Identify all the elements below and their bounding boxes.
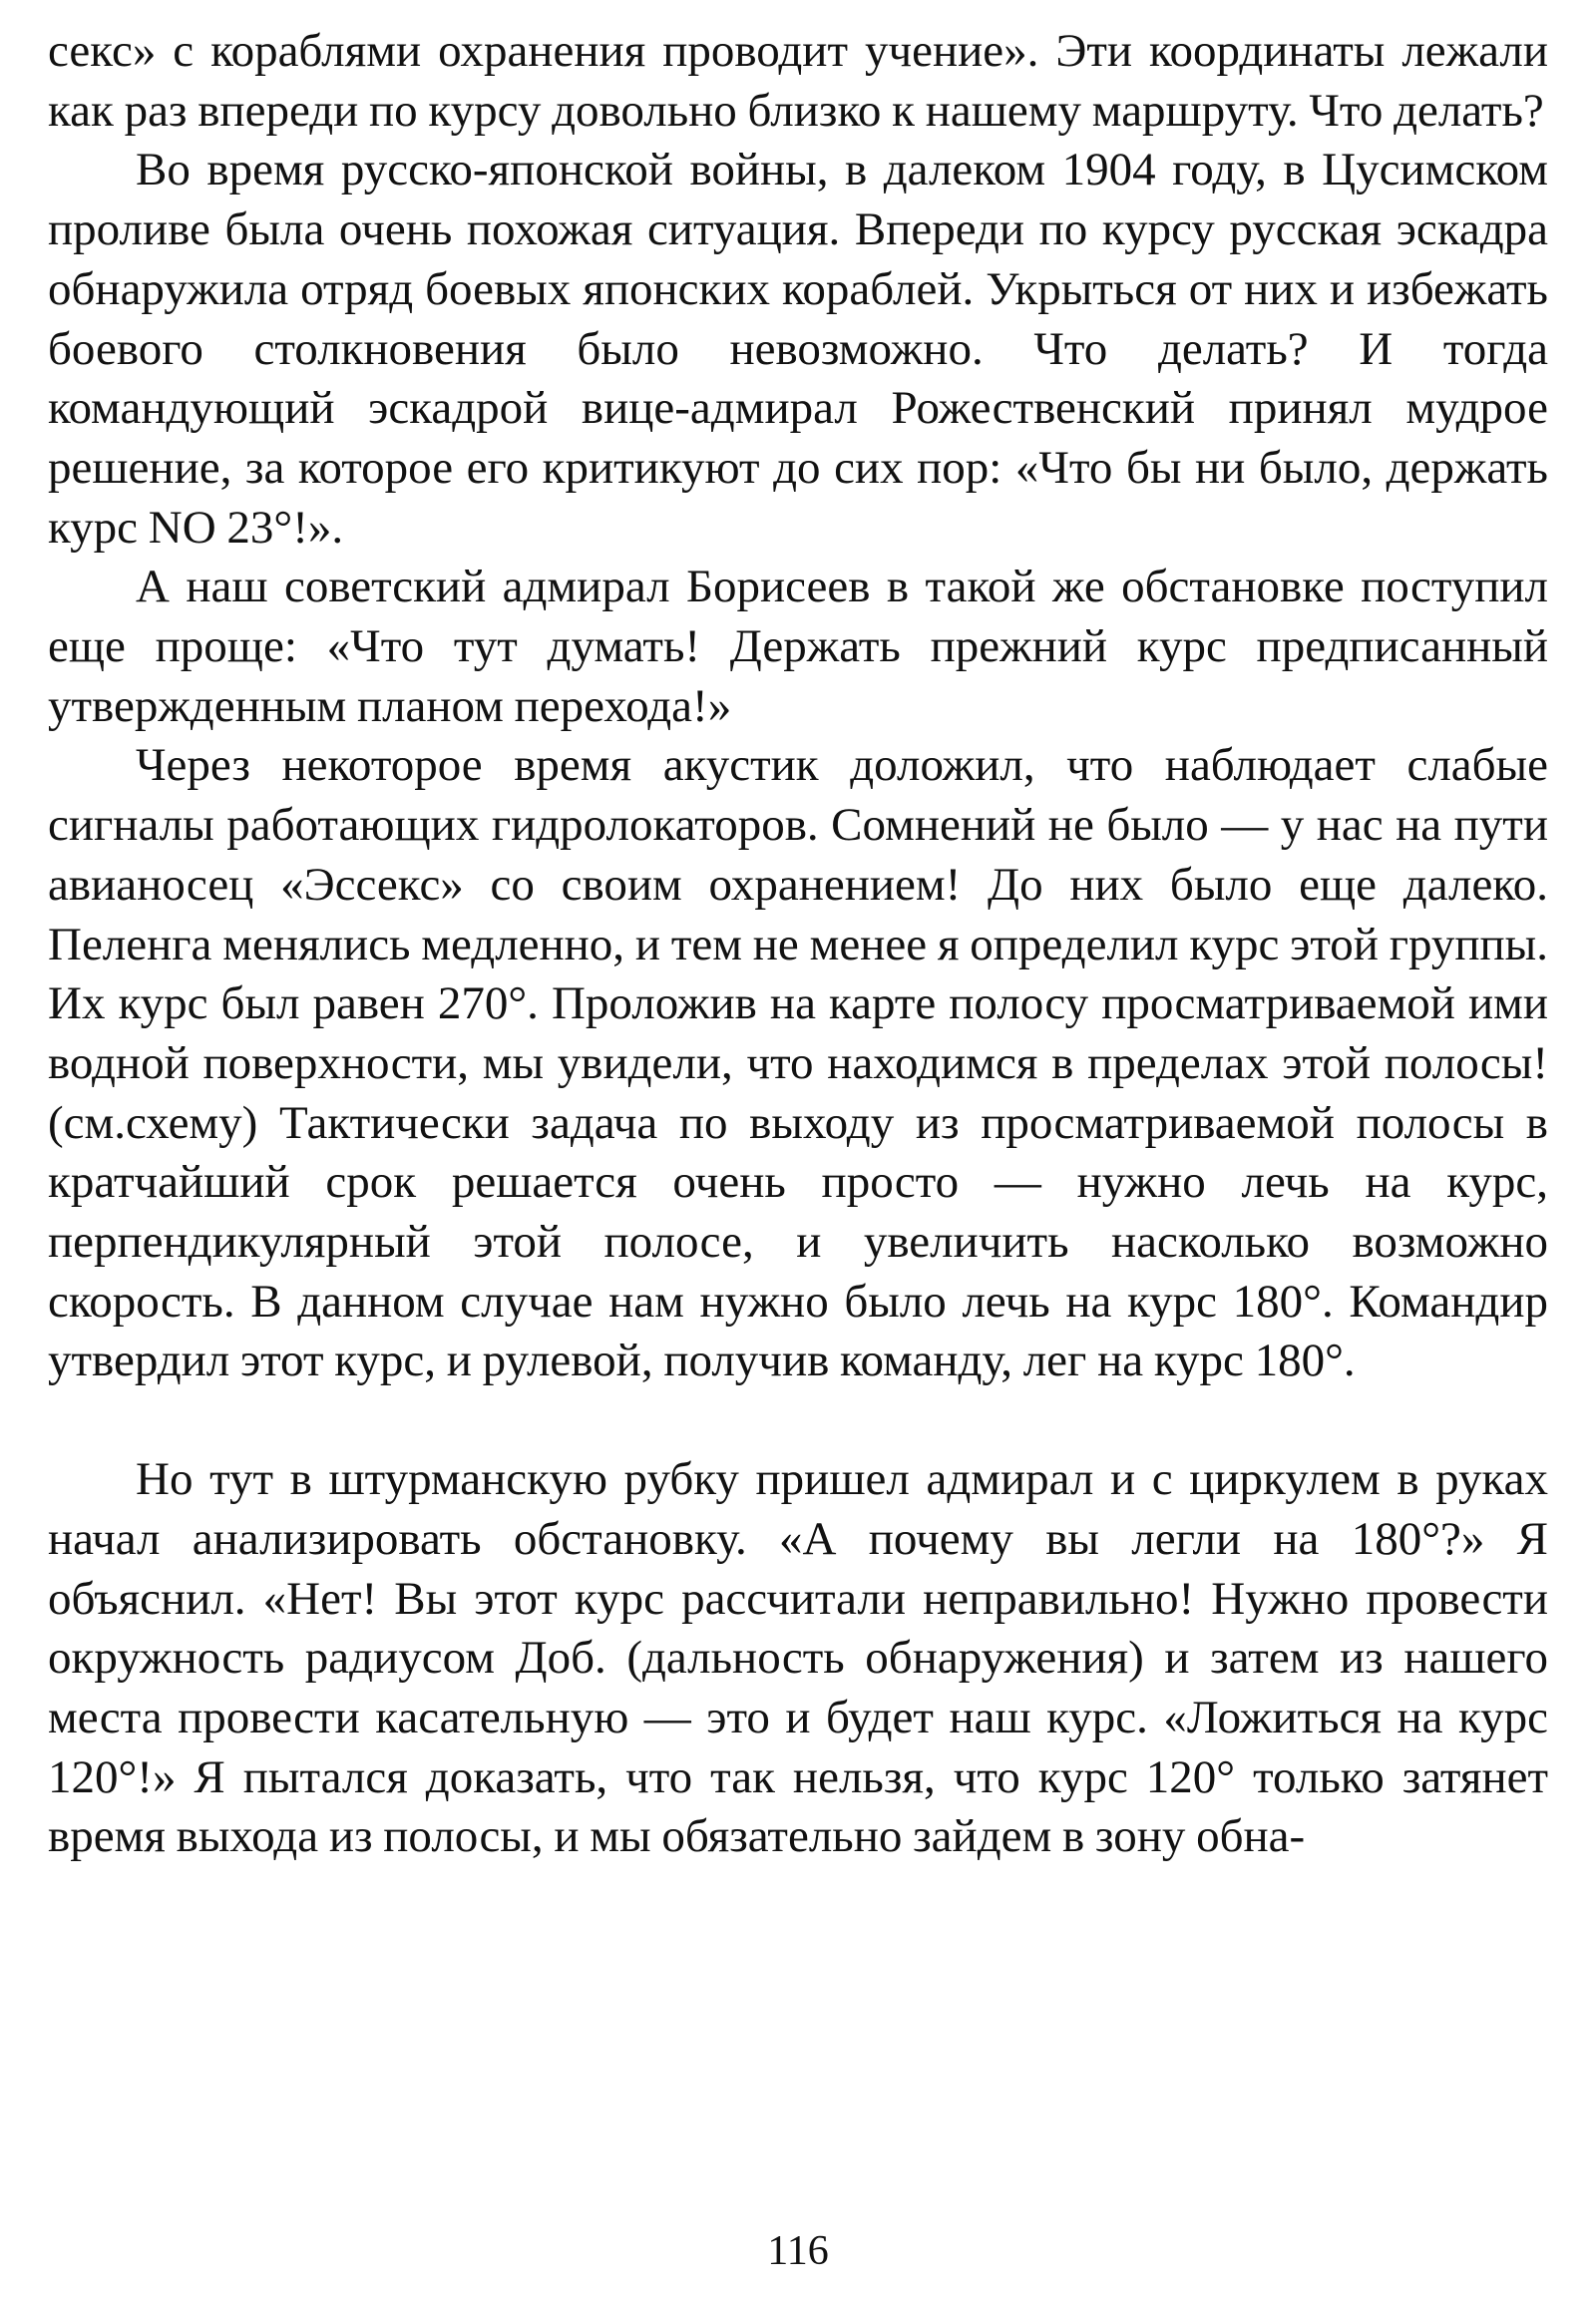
paragraph-3: А наш советский адмирал Борисеев в такой же обстановке поступил еще проще: «Что тут думать! Держать прежний курс предписанный утвержденным планом перехода!» <box>48 561 1548 732</box>
page-number: 116 <box>767 2228 829 2274</box>
paragraph-5: Но тут в штурманскую рубку пришел адмирал и с циркулем в руках начал анализировать обстановку. «А почему вы легли на 180°?» Я объяснил. «Нет! Вы этот курс рассчитали неправильно! Нужно провести окружность радиусом Доб. (дальность обнаружения) и затем из нашего места провести касательную — это и будет наш курс. «Ложиться на курс 120°!» Я пытался доказать, что так нельзя, что курс 120° только затянет время выхода из полосы, и мы обязательно зайдем в зону обна- <box>48 1453 1548 1863</box>
paragraph-1: секс» с кораблями охранения проводит учение». Эти координаты лежали как раз впереди по курсу довольно близко к нашему маршруту. Что делать? <box>48 25 1548 137</box>
paragraph-2: Во время русско-японской войны, в далеком 1904 году, в Цусимском проливе была очень похожая ситуация. Впереди по курсу русская эскадра обнаружила отряд боевых японских кораблей. Укрыться от них и избежать боевого столкновения было невозможно. Что делать? И тогда командующий эскадрой вице-адмирал Рожественский принял мудрое решение, за которое его критикуют до сих пор: «Что бы ни было, держать курс NO 23°!». <box>48 144 1548 554</box>
paragraph-4: Через некоторое время акустик доложил, что наблюдает слабые сигналы работающих гидролокаторов. Сомнений не было — у нас на пути авианосец «Эссекс» со своим охранением! До них было еще далеко. Пеленга менялись медленно, и тем не менее я определил курс этой группы. Их курс был равен 270°. Проложив на карте полосу просматриваемой ими водной поверхности, мы увидели, что находимся в пределах этой полосы! (см.схему) Тактически задача по выходу из просматриваемой полосы в кратчайший срок решается очень просто — нужно лечь на курс, перпендикулярный этой полосе, и увеличить насколько возможно скорость. В данном случае нам нужно было лечь на курс 180°. Командир утвердил этот курс, и рулевой, получив команду, лег на курс 180°. <box>48 739 1548 1387</box>
page-body <box>48 22 1548 1867</box>
